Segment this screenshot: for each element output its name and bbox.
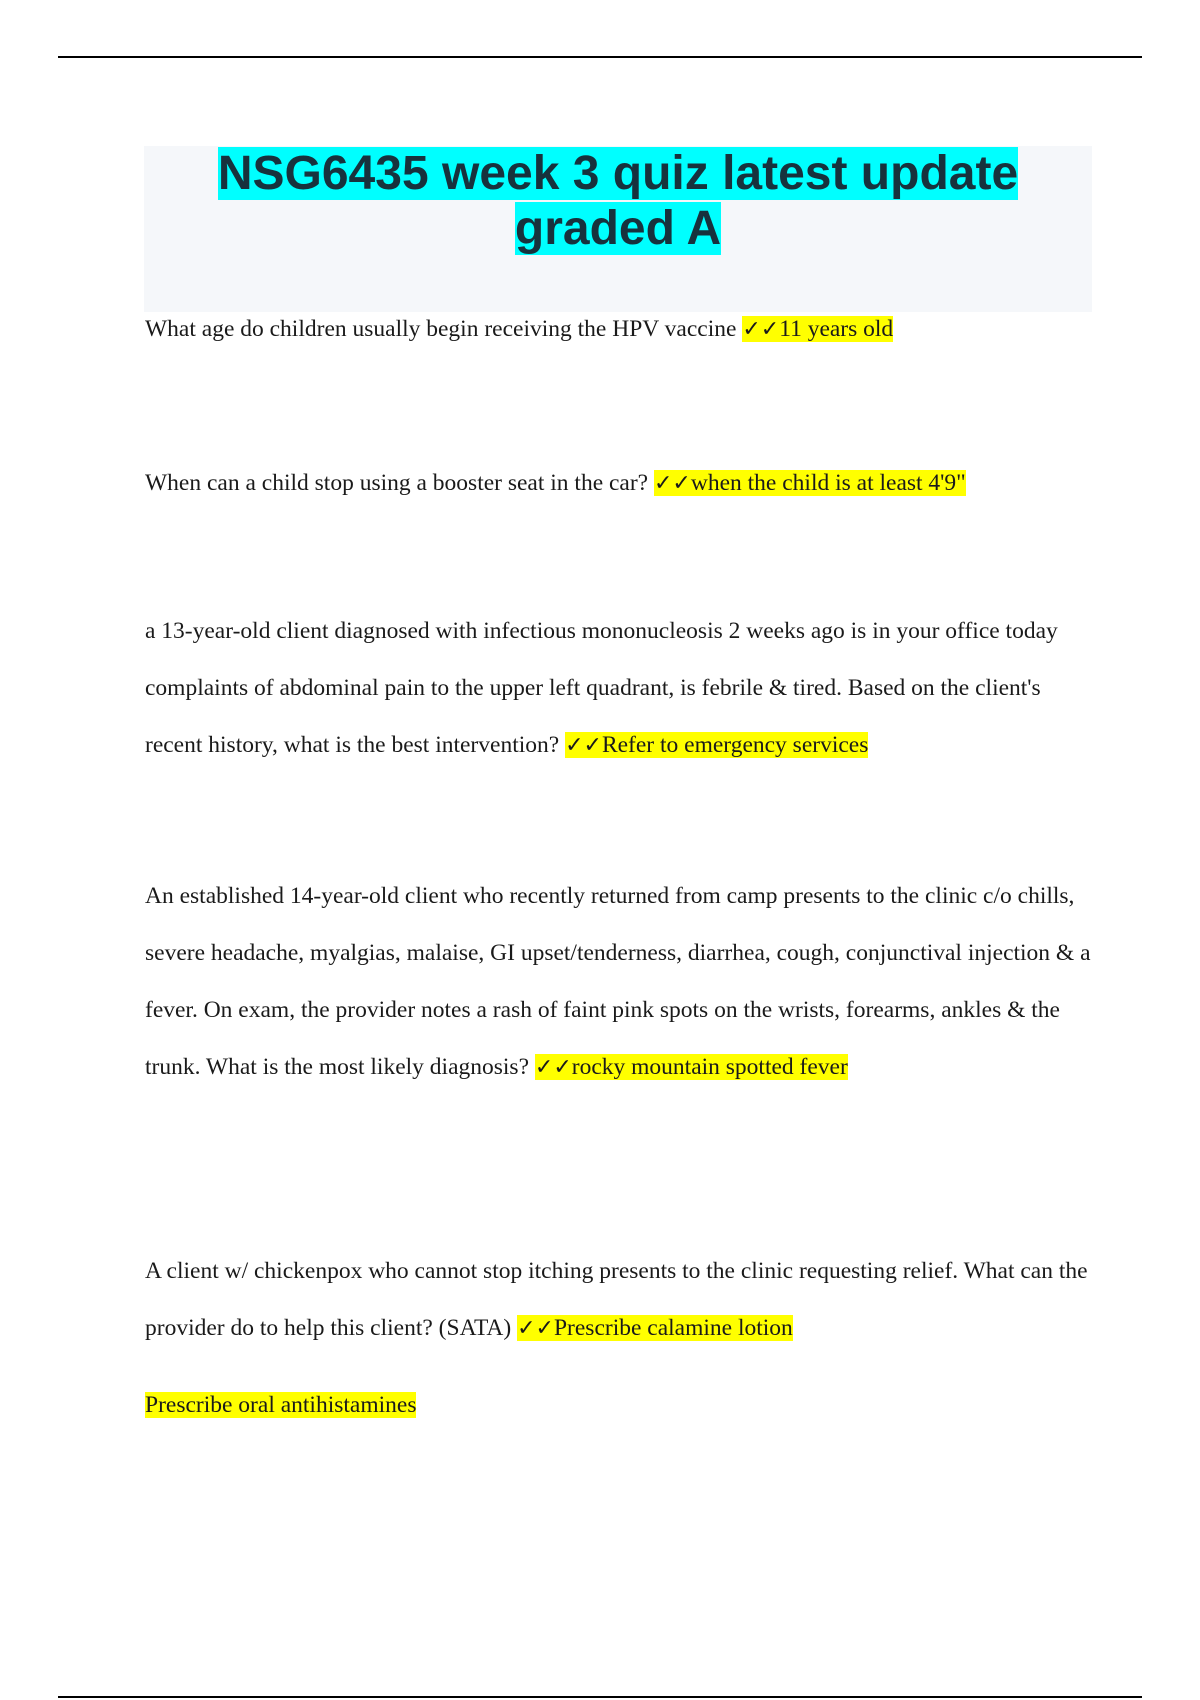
qa-item-4	[145, 868, 1095, 1096]
title-line-2: graded A	[514, 202, 722, 255]
answer-text: Refer to emergency services	[601, 732, 869, 758]
qa-item-2	[145, 455, 1095, 512]
answer-text: rocky mountain spotted fever	[571, 1054, 848, 1080]
answer-highlight	[517, 1315, 793, 1341]
question-text: An established 14-year-old client who recently returned from camp presents to the clinic c/o chills, severe headache, myalgias, malaise, GI upset/tenderness, diarrhea, cough, conjunctival injection & a fever. On exam, the provider notes a rash of faint pink spots on the wrists, forearms, ankles & the trunk. What is the most likely diagnosis?	[145, 883, 1091, 1080]
question-text: a 13-year-old client diagnosed with infectious mononucleosis 2 weeks ago is in your office today complaints of abdominal pain to the upper left quadrant, is febrile & tired. Based on the client's recent history, what is the best intervention?	[145, 618, 1058, 758]
answer-highlight	[535, 1054, 848, 1080]
double-check-icon: ✓✓	[517, 1316, 554, 1341]
double-check-icon: ✓✓	[565, 733, 602, 758]
answer-highlight	[654, 470, 966, 496]
page-title	[144, 146, 1092, 256]
double-check-icon: ✓✓	[654, 471, 691, 496]
double-check-icon: ✓✓	[534, 1055, 572, 1080]
double-check-icon: ✓✓	[742, 317, 780, 342]
top-rule	[58, 56, 1142, 58]
answer-text: Prescribe calamine lotion	[553, 1315, 793, 1341]
answer-highlight	[742, 316, 893, 342]
question-text: A client w/ chickenpox who cannot stop itching presents to the clinic requesting relief. What can the provider do to help this client? (SATA)	[145, 1258, 1088, 1341]
qa-item-3	[145, 603, 1095, 774]
qa-item-1	[145, 301, 1095, 358]
qa-item-5-extra-answer	[145, 1377, 1095, 1434]
answer-text: Prescribe oral antihistamines	[145, 1392, 417, 1418]
answer-text: when the child is at least 4'9"	[690, 470, 966, 496]
question-text: When can a child stop using a booster seat in the car?	[145, 470, 654, 496]
bottom-rule	[58, 1696, 1142, 1698]
qa-item-5	[145, 1243, 1095, 1357]
question-text: What age do children usually begin receiving the HPV vaccine	[145, 316, 743, 342]
title-line-1: NSG6435 week 3 quiz latest update	[217, 147, 1019, 200]
answer-text: 11 years old	[779, 316, 894, 342]
answer-highlight	[565, 732, 868, 758]
